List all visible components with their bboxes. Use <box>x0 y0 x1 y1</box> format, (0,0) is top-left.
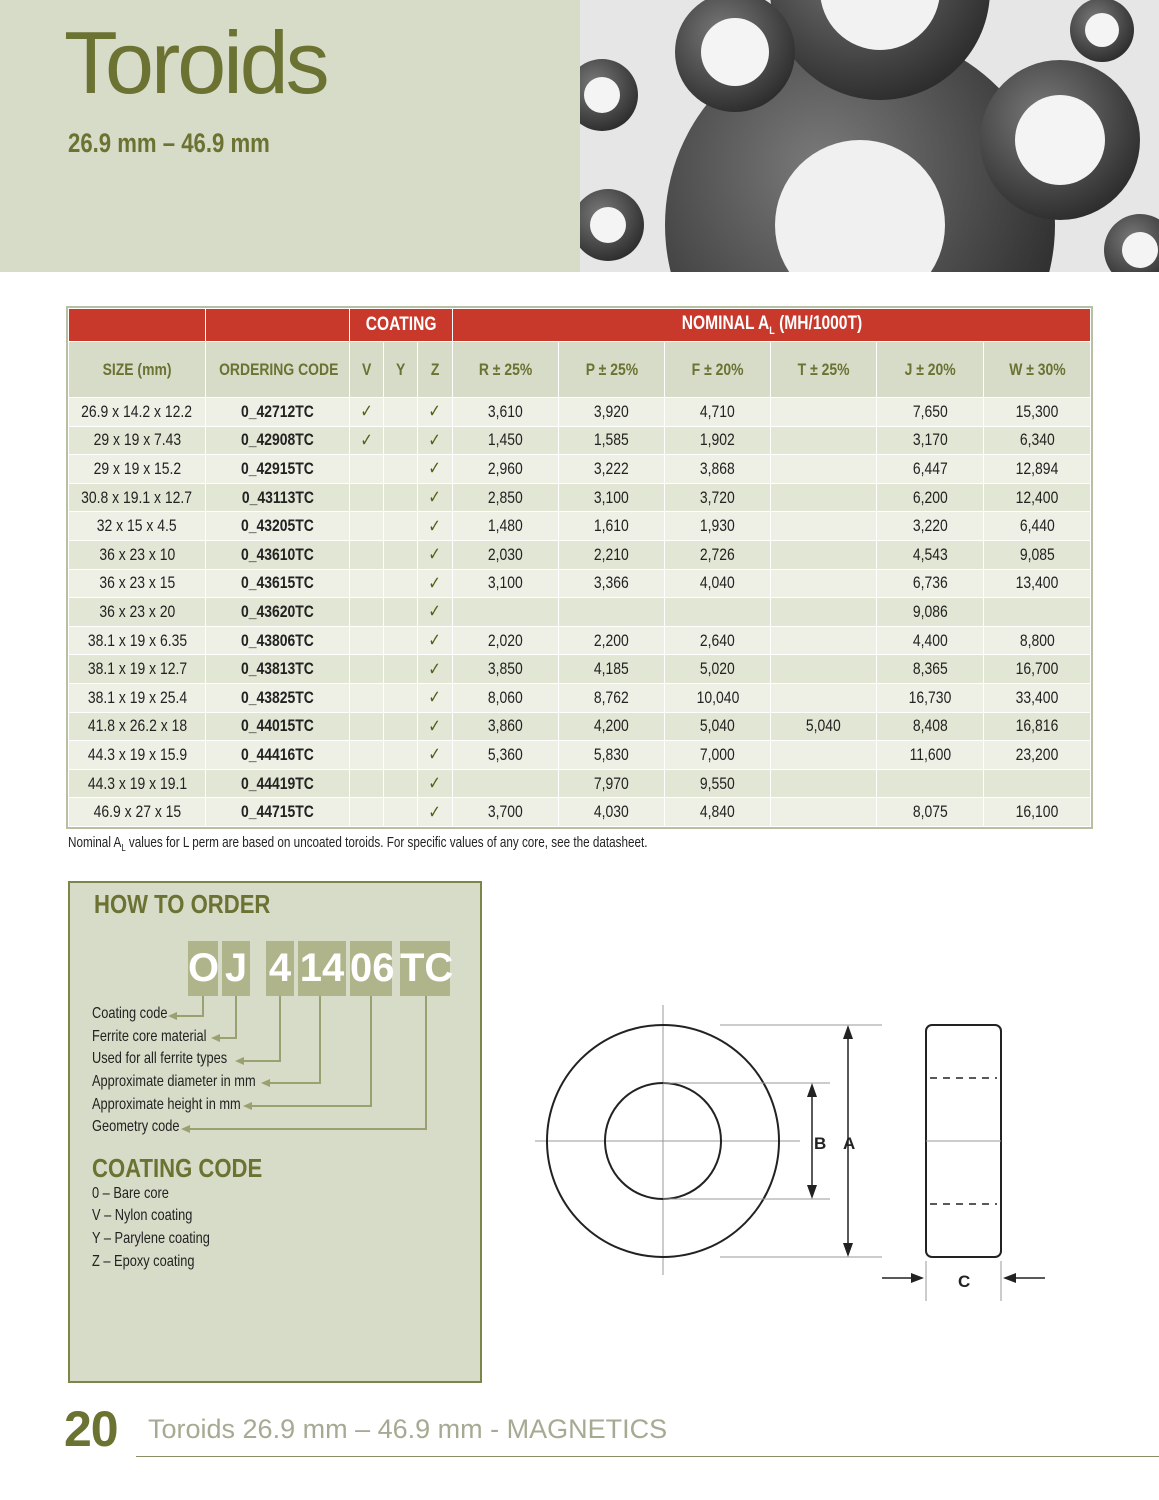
cell-t: 5,040 <box>771 712 877 741</box>
cell-w <box>984 598 1091 627</box>
cell-p: 2,200 <box>559 626 665 655</box>
cell-f: 4,710 <box>665 398 771 427</box>
cell-size: 36 x 23 x 10 <box>69 540 206 569</box>
cell-f: 5,040 <box>665 712 771 741</box>
table-row <box>69 598 1091 627</box>
cell-j: 6,736 <box>877 569 984 598</box>
cell-w: 8,800 <box>984 626 1091 655</box>
column-header: V <box>350 342 384 398</box>
cell-p: 3,920 <box>559 398 665 427</box>
table-row <box>69 426 1091 455</box>
cell-f <box>665 598 771 627</box>
cell-r: 3,700 <box>453 798 559 827</box>
cell-r: 2,020 <box>453 626 559 655</box>
cell-z: ✓ <box>418 569 453 598</box>
cell-f: 9,550 <box>665 769 771 798</box>
cell-j: 3,170 <box>877 426 984 455</box>
cell-p: 3,222 <box>559 455 665 484</box>
column-header: F ± 20% <box>665 342 771 398</box>
cell-y <box>384 426 418 455</box>
cell-p: 1,610 <box>559 512 665 541</box>
cell-z: ✓ <box>418 626 453 655</box>
cell-code: 0_43615TC <box>206 569 350 598</box>
band-empty <box>69 309 206 342</box>
cell-y <box>384 712 418 741</box>
cell-code: 0_43620TC <box>206 598 350 627</box>
cell-v <box>350 683 384 712</box>
cell-y <box>384 741 418 770</box>
cell-t <box>771 598 877 627</box>
cell-f: 1,902 <box>665 426 771 455</box>
cell-code: 0_43825TC <box>206 683 350 712</box>
cell-v <box>350 598 384 627</box>
cell-size: 38.1 x 19 x 25.4 <box>69 683 206 712</box>
legend-ferrite-material: Ferrite core material <box>92 1028 207 1045</box>
cell-t <box>771 398 877 427</box>
cell-j: 4,543 <box>877 540 984 569</box>
cell-j: 16,730 <box>877 683 984 712</box>
cell-r: 3,860 <box>453 712 559 741</box>
cell-v: ✓ <box>350 426 384 455</box>
cell-j: 8,408 <box>877 712 984 741</box>
cell-t <box>771 512 877 541</box>
cell-z: ✓ <box>418 512 453 541</box>
cell-y <box>384 455 418 484</box>
column-header: Y <box>384 342 418 398</box>
cell-p: 7,970 <box>559 769 665 798</box>
cell-z: ✓ <box>418 455 453 484</box>
cell-z: ✓ <box>418 540 453 569</box>
cell-code: 0_44419TC <box>206 769 350 798</box>
cell-v <box>350 483 384 512</box>
cell-j: 9,086 <box>877 598 984 627</box>
column-header: T ± 25% <box>771 342 877 398</box>
cell-j: 8,365 <box>877 655 984 684</box>
toroid-dimension-drawing <box>530 1005 1060 1305</box>
table-row <box>69 540 1091 569</box>
cell-j: 7,650 <box>877 398 984 427</box>
legend-geometry: Geometry code <box>92 1118 180 1135</box>
cell-v <box>350 712 384 741</box>
cell-w: 12,400 <box>984 483 1091 512</box>
how-to-order-heading: HOW TO ORDER <box>94 889 271 919</box>
cell-f: 4,040 <box>665 569 771 598</box>
cell-j: 11,600 <box>877 741 984 770</box>
cell-r: 1,480 <box>453 512 559 541</box>
cell-y <box>384 512 418 541</box>
code-part-type: 4 <box>266 941 294 996</box>
cell-f: 2,640 <box>665 626 771 655</box>
band-empty <box>206 309 350 342</box>
cell-p: 4,200 <box>559 712 665 741</box>
how-to-order-box <box>68 881 482 1383</box>
cell-r: 3,100 <box>453 569 559 598</box>
column-header: SIZE (mm) <box>69 342 206 398</box>
cell-p: 5,830 <box>559 741 665 770</box>
cell-z: ✓ <box>418 683 453 712</box>
cell-code: 0_42712TC <box>206 398 350 427</box>
cell-size: 26.9 x 14.2 x 12.2 <box>69 398 206 427</box>
page-number: 20 <box>64 1401 118 1457</box>
cell-w: 16,700 <box>984 655 1091 684</box>
cell-y <box>384 540 418 569</box>
coating-code-heading: COATING CODE <box>92 1153 263 1183</box>
cell-code: 0_44715TC <box>206 798 350 827</box>
cell-code: 0_44416TC <box>206 741 350 770</box>
cell-w: 13,400 <box>984 569 1091 598</box>
toroid-spec-table <box>68 308 1091 827</box>
cell-p <box>559 598 665 627</box>
column-header: Z <box>418 342 453 398</box>
legend-diameter: Approximate diameter in mm <box>92 1073 256 1090</box>
cell-v <box>350 769 384 798</box>
cell-code: 0_42908TC <box>206 426 350 455</box>
table-row <box>69 683 1091 712</box>
cell-z: ✓ <box>418 483 453 512</box>
cell-z: ✓ <box>418 712 453 741</box>
cell-code: 0_43113TC <box>206 483 350 512</box>
cell-p: 4,030 <box>559 798 665 827</box>
cell-z: ✓ <box>418 769 453 798</box>
cell-y <box>384 769 418 798</box>
cell-w: 15,300 <box>984 398 1091 427</box>
table-row <box>69 455 1091 484</box>
coating-band-header: COATING <box>350 309 453 342</box>
cell-size: 29 x 19 x 15.2 <box>69 455 206 484</box>
cell-z: ✓ <box>418 798 453 827</box>
cell-j: 8,075 <box>877 798 984 827</box>
cell-size: 36 x 23 x 20 <box>69 598 206 627</box>
cell-r: 8,060 <box>453 683 559 712</box>
legend-coating-code: Coating code <box>92 1005 168 1022</box>
cell-z: ✓ <box>418 426 453 455</box>
cell-f: 4,840 <box>665 798 771 827</box>
coating-item-epoxy: Z – Epoxy coating <box>92 1253 195 1270</box>
code-part-height: 06 <box>350 941 392 996</box>
dimension-label-b: B <box>814 1134 827 1153</box>
cell-t <box>771 769 877 798</box>
cell-t <box>771 626 877 655</box>
table-row <box>69 512 1091 541</box>
coating-item-nylon: V – Nylon coating <box>92 1207 193 1224</box>
cell-t <box>771 569 877 598</box>
cell-size: 38.1 x 19 x 12.7 <box>69 655 206 684</box>
cell-j: 4,400 <box>877 626 984 655</box>
cell-j: 3,220 <box>877 512 984 541</box>
column-header: W ± 30% <box>984 342 1091 398</box>
cell-y <box>384 483 418 512</box>
cell-y <box>384 598 418 627</box>
table-row <box>69 712 1091 741</box>
cell-z: ✓ <box>418 655 453 684</box>
cell-y <box>384 683 418 712</box>
cell-w: 33,400 <box>984 683 1091 712</box>
cell-p: 1,585 <box>559 426 665 455</box>
coating-item-bare: 0 – Bare core <box>92 1185 169 1202</box>
cell-code: 0_43610TC <box>206 540 350 569</box>
cell-j: 6,200 <box>877 483 984 512</box>
cell-j <box>877 769 984 798</box>
cell-f: 2,726 <box>665 540 771 569</box>
cell-p: 3,100 <box>559 483 665 512</box>
column-header: J ± 20% <box>877 342 984 398</box>
cell-size: 38.1 x 19 x 6.35 <box>69 626 206 655</box>
cell-w: 23,200 <box>984 741 1091 770</box>
cell-r <box>453 598 559 627</box>
cell-r: 2,030 <box>453 540 559 569</box>
cell-t <box>771 741 877 770</box>
cell-f: 3,720 <box>665 483 771 512</box>
cell-v <box>350 455 384 484</box>
cell-size: 30.8 x 19.1 x 12.7 <box>69 483 206 512</box>
cell-size: 29 x 19 x 7.43 <box>69 426 206 455</box>
cell-t <box>771 483 877 512</box>
cell-r: 5,360 <box>453 741 559 770</box>
coating-item-parylene: Y – Parylene coating <box>92 1230 210 1247</box>
cell-p: 4,185 <box>559 655 665 684</box>
cell-w: 6,340 <box>984 426 1091 455</box>
cell-y <box>384 626 418 655</box>
cell-w: 6,440 <box>984 512 1091 541</box>
cell-y <box>384 798 418 827</box>
table-row <box>69 798 1091 827</box>
table-row <box>69 741 1091 770</box>
table-band-row <box>69 309 1091 342</box>
cell-j: 6,447 <box>877 455 984 484</box>
cell-f: 7,000 <box>665 741 771 770</box>
table-row <box>69 398 1091 427</box>
cell-z: ✓ <box>418 741 453 770</box>
nominal-al-band-header: NOMINAL $A_L$ (MH/1000T) <box>453 309 1091 342</box>
cell-p: 3,366 <box>559 569 665 598</box>
cell-code: 0_42915TC <box>206 455 350 484</box>
page-title: Toroids <box>64 13 327 112</box>
cell-size: 36 x 23 x 15 <box>69 569 206 598</box>
cell-w: 9,085 <box>984 540 1091 569</box>
dimension-label-a: A <box>843 1134 856 1153</box>
cell-y <box>384 398 418 427</box>
cell-w: 16,816 <box>984 712 1091 741</box>
cell-v <box>350 798 384 827</box>
cell-y <box>384 655 418 684</box>
header-band <box>0 0 580 272</box>
table-footnote: Nominal $A_L$ values for L perm are based on uncoated toroids. For specific values of any core, see the datasheet. <box>68 834 648 854</box>
cell-code: 0_44015TC <box>206 712 350 741</box>
cell-t <box>771 455 877 484</box>
cell-f: 5,020 <box>665 655 771 684</box>
cell-r: 2,850 <box>453 483 559 512</box>
cell-size: 46.9 x 27 x 15 <box>69 798 206 827</box>
code-part-material: J <box>222 941 250 996</box>
cell-r: 3,850 <box>453 655 559 684</box>
cell-code: 0_43806TC <box>206 626 350 655</box>
cell-size: 32 x 15 x 4.5 <box>69 512 206 541</box>
table-row <box>69 569 1091 598</box>
cell-y <box>384 569 418 598</box>
cell-p: 8,762 <box>559 683 665 712</box>
cell-w: 16,100 <box>984 798 1091 827</box>
cell-size: 44.3 x 19 x 19.1 <box>69 769 206 798</box>
table-row <box>69 769 1091 798</box>
cell-r: 1,450 <box>453 426 559 455</box>
legend-height: Approximate height in mm <box>92 1096 241 1113</box>
cell-r <box>453 769 559 798</box>
cell-f: 10,040 <box>665 683 771 712</box>
cell-t <box>771 798 877 827</box>
cell-t <box>771 426 877 455</box>
cell-z: ✓ <box>418 598 453 627</box>
code-part-coating: O <box>188 941 218 996</box>
cell-v <box>350 540 384 569</box>
cell-z: ✓ <box>418 398 453 427</box>
cell-t <box>771 655 877 684</box>
toroid-cores-photo <box>580 0 1159 272</box>
page-subtitle: 26.9 mm – 46.9 mm <box>68 128 270 158</box>
column-header: R ± 25% <box>453 342 559 398</box>
cell-v: ✓ <box>350 398 384 427</box>
footer-text: Toroids 26.9 mm – 46.9 mm - MAGNETICS <box>148 1414 668 1444</box>
cell-v <box>350 741 384 770</box>
cell-t <box>771 683 877 712</box>
table-row <box>69 483 1091 512</box>
cell-size: 44.3 x 19 x 15.9 <box>69 741 206 770</box>
cell-v <box>350 512 384 541</box>
code-part-diameter: 14 <box>298 941 346 996</box>
cell-r: 2,960 <box>453 455 559 484</box>
footer-rule <box>136 1456 1159 1457</box>
column-header-row <box>69 342 1091 398</box>
cell-w <box>984 769 1091 798</box>
cell-t <box>771 540 877 569</box>
cell-v <box>350 569 384 598</box>
table-row <box>69 626 1091 655</box>
cell-f: 3,868 <box>665 455 771 484</box>
cell-code: 0_43813TC <box>206 655 350 684</box>
cell-r: 3,610 <box>453 398 559 427</box>
cell-v <box>350 655 384 684</box>
cell-code: 0_43205TC <box>206 512 350 541</box>
dimension-label-c: C <box>958 1272 971 1291</box>
code-part-geometry: TC <box>400 941 450 996</box>
column-header: ORDERING CODE <box>206 342 350 398</box>
column-header: P ± 25% <box>559 342 665 398</box>
cell-size: 41.8 x 26.2 x 18 <box>69 712 206 741</box>
cell-f: 1,930 <box>665 512 771 541</box>
legend-ferrite-types: Used for all ferrite types <box>92 1050 228 1067</box>
cell-p: 2,210 <box>559 540 665 569</box>
cell-v <box>350 626 384 655</box>
table-row <box>69 655 1091 684</box>
cell-w: 12,894 <box>984 455 1091 484</box>
